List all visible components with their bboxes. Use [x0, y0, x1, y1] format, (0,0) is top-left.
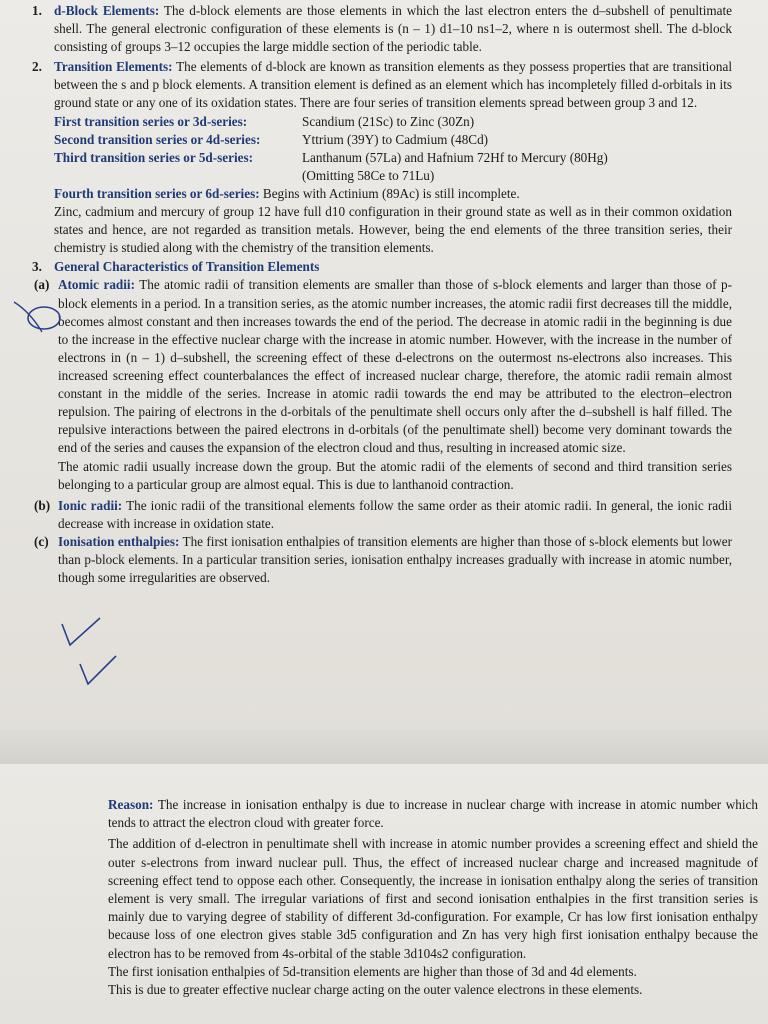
check-mark-icon [80, 656, 116, 684]
section-title: General Characteristics of Transition Elements [54, 259, 320, 275]
section-title: d-Block Elements: [54, 3, 160, 18]
subsection-title: Atomic radii: [58, 277, 135, 293]
subsection-text: The atomic radii of transition elements are smaller than those of s-block elements and larger than those of p-block elements in a period. In a transition series, as the atomic number increases, the atomic radii first decreases till the middle, becomes almost constant and then increases towards the end of the period. The decrease in atomic radii in the beginning is due to the increase in the effective nuclear charge with the increase in atomic number. However, with the increase in the number of electrons in (n – 1) d–subshell, the screening effect of these d-electrons on the outermost ns-electrons also increases. This increased screening effect counterbalances the effect of increased nuclear charge, therefore, the atomic radii remain almost constant in the middle of the series. Increase in atomic radii towards the end may be attributed to the electron–electron repulsion. The pairing of electrons in the d-orbitals of the penultimate shell occurs only after the d–subshell is half filled. The repulsive interactions between the paired electrons in d-orbitals (of the penultimate shell) become very dominant towards the end of the series and causes the expansion of the electron cloud and thus, resulting in increased atomic size. [58, 277, 733, 456]
reason-text: The increase in ionisation enthalpy is due to increase in nuclear charge with increase in atomic number which tends to attract the electron cloud with greater force. [108, 797, 758, 831]
transition-series-list [32, 113, 732, 258]
screening-paragraph: The addition of d-electron in penultimate shell with increase in atomic number provides a screening effect and shield the outer s-electrons from inward nuclear pull. Thus, the effect of increased nuclear charge and increased magnitude of screening effect tend to oppose each other. Consequently, the increase in ionisation enthalpy along the series of transition element is very small. The irregular variations of first and second ionisation enthalpies in the first transition series is mainly due to varying degree of stability of different 3d-configuration. For example, Cr has low first ionisation enthalpy because loss of one electron gives stable 3d5 configuration and Zn has very high first ionisation enthalpy because the electron has to be removed from 4s-orbital of the stable 3d104s2 configuration. [108, 836, 758, 961]
subsection-text: The ionic radii of the transitional elements follow the same order as their atomic radii. In general, the ionic radii decrease with increase in oxidation state. [58, 497, 733, 531]
series-value: Yttrium (39Y) to Cadmium (48Cd) [302, 131, 489, 147]
section-title: Transition Elements: [54, 59, 173, 75]
series-omit-note: (Omitting 58Ce to 71Lu) [302, 167, 435, 183]
series-value: Scandium (21Sc) to Zinc (30Zn) [302, 113, 475, 129]
subsection-marker: (a) [34, 277, 50, 293]
subsection-title: Ionic radii: [58, 497, 123, 513]
fifth-series-paragraph: The first ionisation enthalpies of 5d-transition elements are higher than those of 3d and 4d elements. [108, 963, 637, 979]
section-transition-elements [32, 58, 732, 112]
series-row [54, 131, 732, 149]
subsection-marker: (c) [34, 533, 49, 549]
reason-paragraph [108, 796, 758, 832]
series-label: Second transition series or 4d-series: [54, 131, 261, 147]
subsection-marker: (b) [34, 497, 51, 513]
section-general-characteristics [32, 258, 732, 276]
subsection-text: The first ionisation enthalpies of transition elements are higher than those of s-block elements but lower than p-block elements. In a particular transition series, ionisation enthalpy increases gradually with increase in atomic number, though some irregularities are observed. [58, 533, 733, 585]
series-label: Fourth transition series or 6d-series: [54, 185, 260, 201]
series-row [54, 167, 732, 185]
section-number: 1. [32, 3, 42, 18]
zinc-note: Zinc, cadmium and mercury of group 12 have full d10 configuration in their ground state as well as in their common oxidation states and hence, are not regarded as transition metals. However, being the end elements of the three transition series, their chemistry is studied along with the chemistry of the transition elements. [54, 204, 732, 256]
atomic-radii-group-note: The atomic radii usually increase down the group. But the atomic radii of the elements of second and third transition series belonging to a particular group are almost equal. This is due to lanthanoid contraction. [58, 459, 732, 493]
subsection-ionisation-enthalpies [32, 533, 732, 587]
textbook-page-bottom [0, 764, 768, 1024]
fourth-series [54, 185, 732, 203]
subsection-title: Ionisation enthalpies: [58, 533, 180, 549]
subsection-atomic-radii [32, 276, 732, 457]
section-number: 2. [32, 59, 42, 75]
series-label: First transition series or 3d-series: [54, 113, 248, 129]
section-d-block [32, 2, 732, 56]
reason-label: Reason: [108, 797, 154, 812]
subsection-ionic-radii [32, 497, 732, 533]
effective-charge-paragraph: This is due to greater effective nuclear charge acting on the outer valence electrons in these elements. [108, 982, 643, 998]
check-mark-icon [62, 618, 100, 645]
series-label: Third transition series or 5d-series: [54, 149, 254, 165]
page-content [108, 796, 758, 999]
series-value: Begins with Actinium (89Ac) is still incomplete. [262, 185, 520, 201]
series-row [54, 113, 732, 131]
page-gap [0, 730, 768, 764]
series-value: Lanthanum (57La) and Hafnium 72Hf to Mercury (80Hg) [302, 149, 608, 165]
section-number: 3. [32, 259, 42, 275]
page-content [32, 2, 732, 587]
series-row [54, 149, 732, 167]
section-text: The elements of d-block are known as transition elements as they possess properties that are transitional between the s and p block elements. A transition element is defined as an element which has incompletely filled d-orbitals in its ground state or any one of its oxidation states. There are four series of transition elements spread between group 3 and 12. [54, 59, 732, 111]
section-text: The d-block elements are those elements in which the last electron enters the d–subshell of penultimate shell. The general electronic configuration of these elements is (n – 1) d1–10 ns1–2, where n is outermost shell. The d-block consisting of groups 3–12 occupies the large middle section of the periodic table. [54, 3, 733, 55]
